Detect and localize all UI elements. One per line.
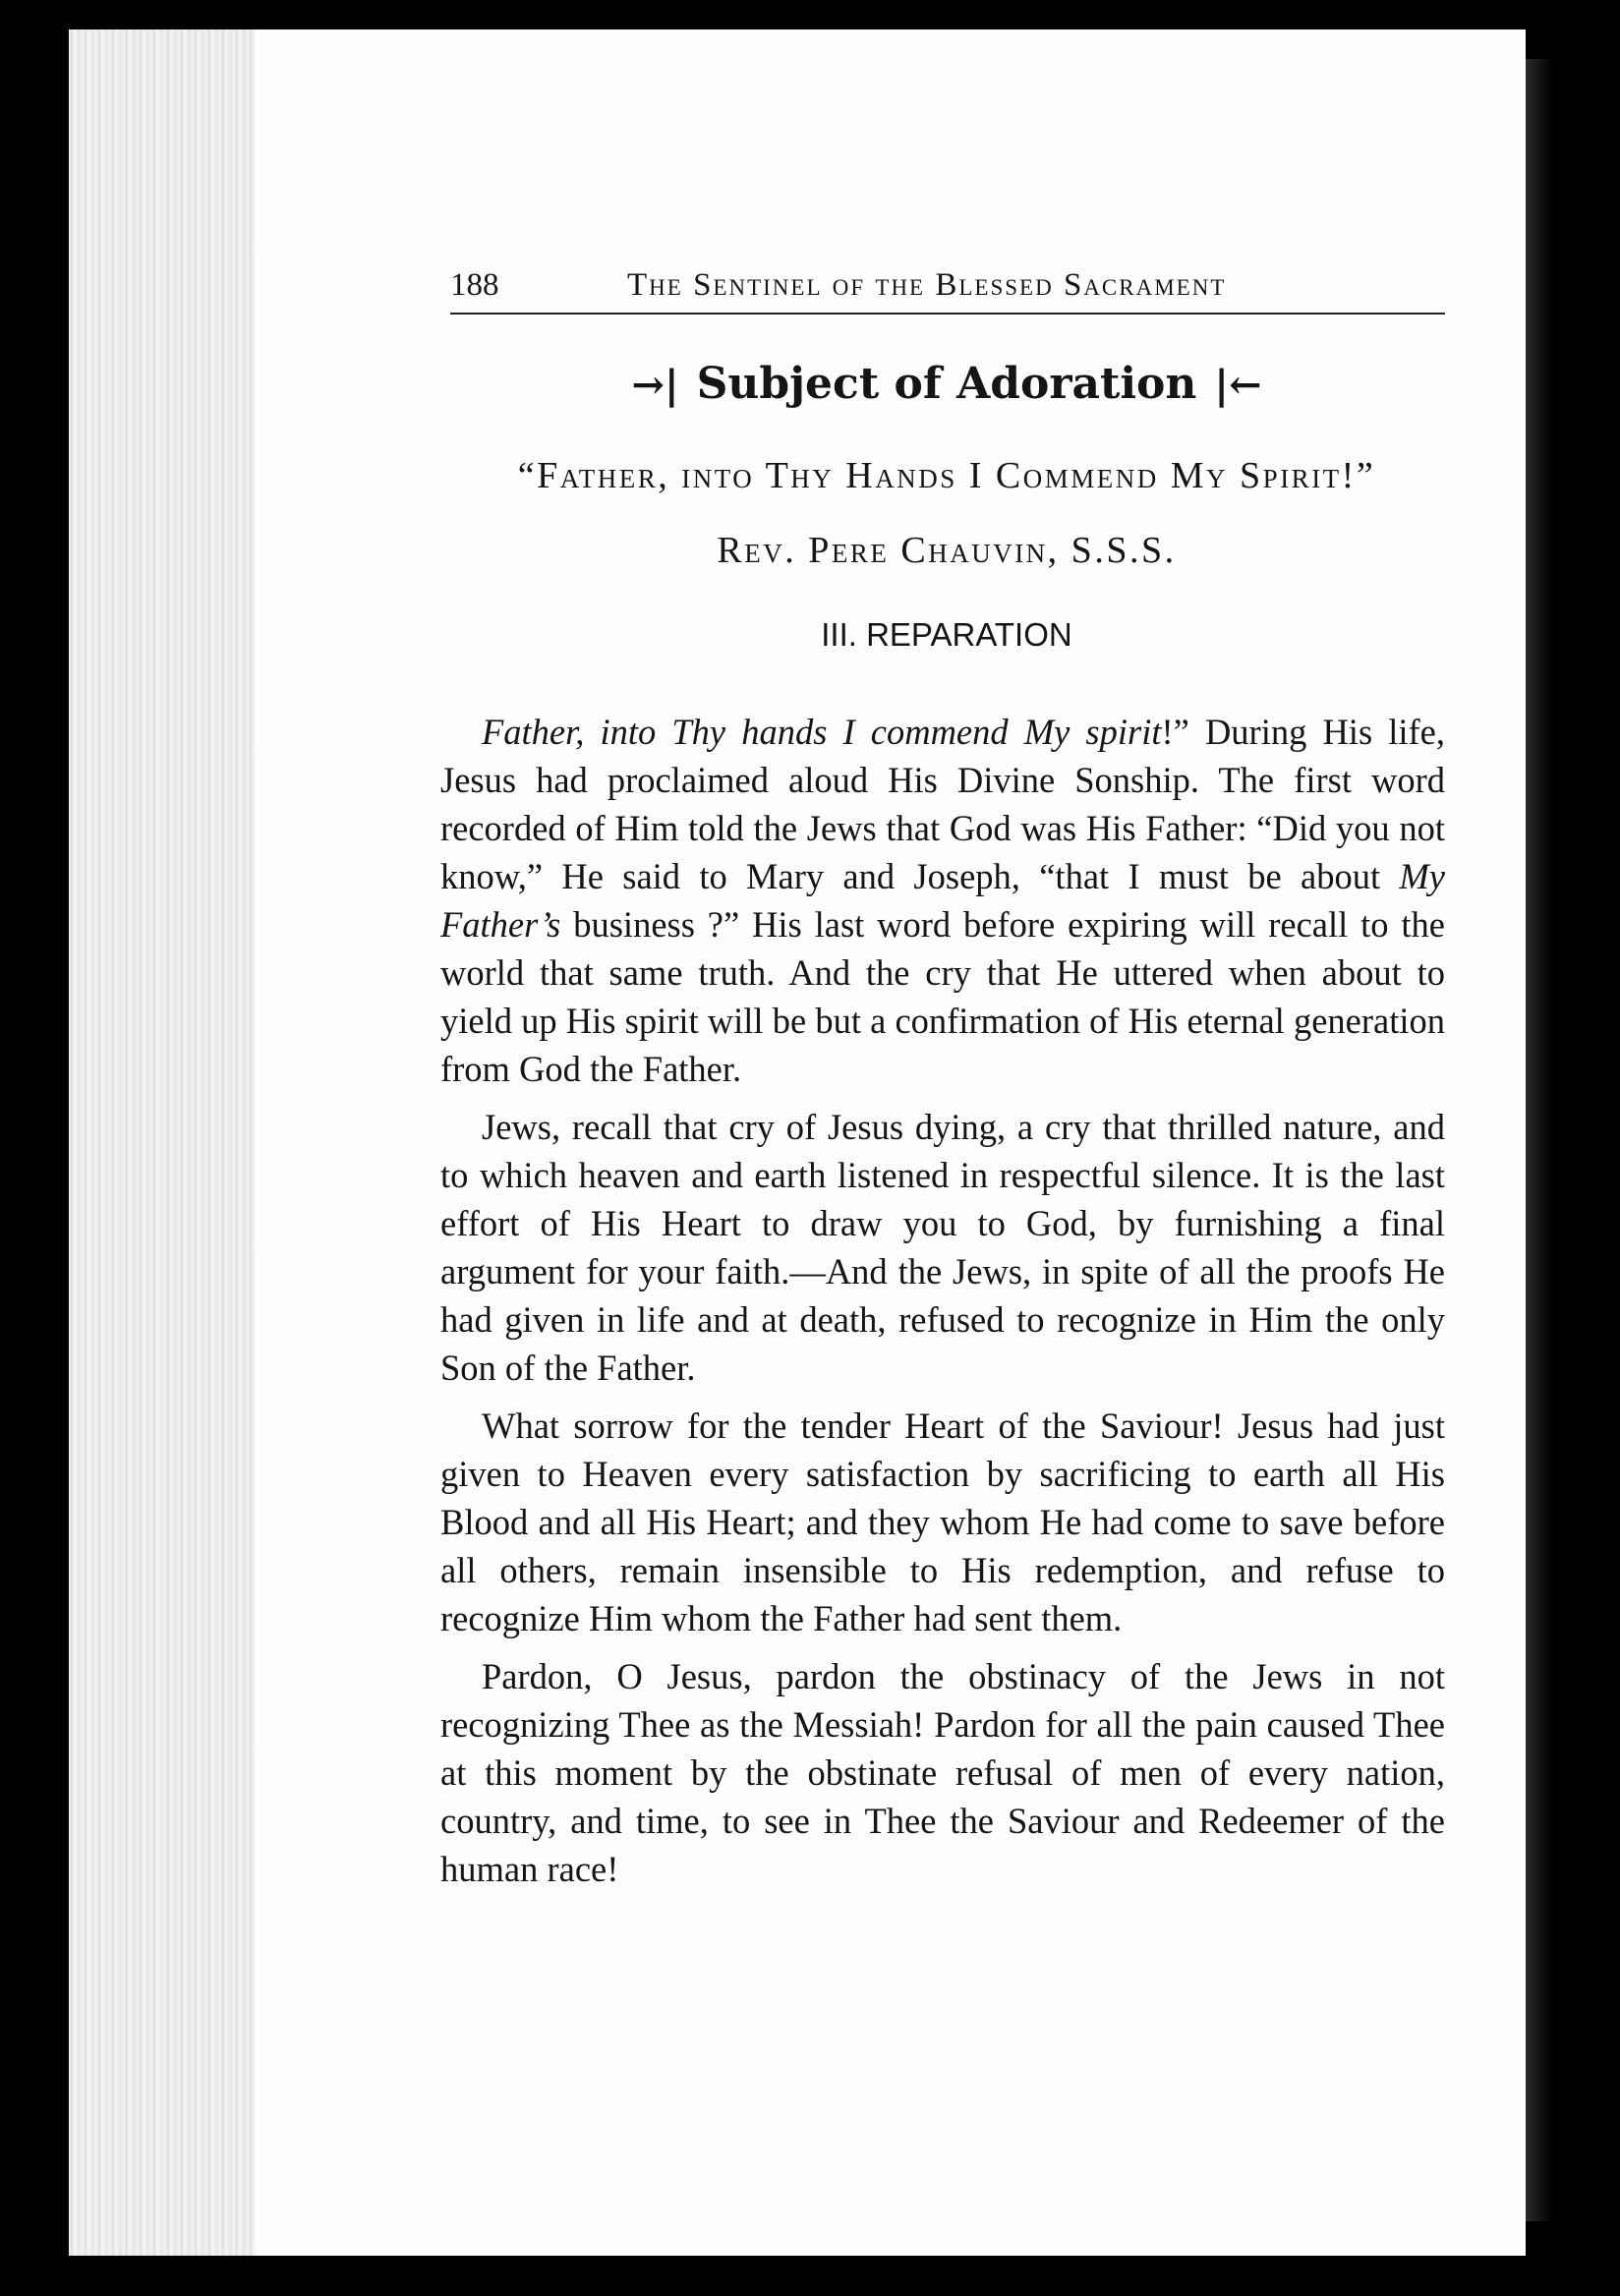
part-heading: III. REPARATION <box>821 616 1072 653</box>
paragraph-4: Pardon, O Jesus, pardon the obstinacy of the Jews in not recognizing Thee as the Messiah! Pardon for all the pain caused Thee at this moment by the obstinate refusal of men of every nation, country, and time, to see in Thee the Saviour and Redeemer of the human race! <box>440 1656 1445 1889</box>
page-number: 188 <box>450 267 499 303</box>
paragraph-1-rest: business ?” His last word before expiring will recall to the world that same truth. And the cry that He uttered when about to yield up His spirit will be but a confirmation of His eternal generation from God the Father. <box>440 904 1445 1089</box>
paragraph-3: What sorrow for the tender Heart of the Saviour! Jesus had just given to Heaven every satisfaction by sacrificing to earth all His Blood and all His Heart; and they whom He had come to save before all others, remain insensible to His redemption, and refuse to recognize Him whom the Father had sent them. <box>440 1406 1445 1638</box>
header-rule <box>450 313 1445 315</box>
ornament-left-icon: →| <box>631 362 679 408</box>
paragraph-1-text: !” During His life, Jesus had proclaimed aloud His Divine Sonship. The first word recorded of Him told the Jews that God was His Father: “Did you not know,” He said to Mary and Joseph, “that I must be about <box>440 712 1445 896</box>
italic-quote: Father, into Thy hands I commend My spirit <box>482 712 1162 752</box>
running-head <box>450 267 1443 315</box>
ornament-right-icon: |← <box>1214 362 1262 408</box>
book-binding-shadow <box>1526 59 1553 2221</box>
paragraph-2: Jews, recall that cry of Jesus dying, a cry that thrilled nature, and to which heaven and earth listened in respectful silence. It is the last effort of His Heart to draw you to God, by furnishing a final argument for your faith.—And the Jews, in spite of all the proofs He had given in life and at death, refused to recognize in Him the only Son of the Father. <box>440 1107 1445 1388</box>
paragraph-1 <box>440 708 1445 1093</box>
book-page-edges <box>69 29 285 2256</box>
section-heading <box>450 359 1443 409</box>
italic-phrase: My Father’s <box>440 856 1445 945</box>
article-body <box>440 708 1445 1903</box>
journal-title: The Sentinel of the Blessed Sacrament <box>627 267 1227 303</box>
author-byline: Rev. Pere Chauvin, S.S.S. <box>717 530 1177 571</box>
section-heading-text: Subject of Adoration <box>696 359 1197 409</box>
article-title: “Father, into Thy Hands I Commend My Spirit!” <box>517 455 1376 496</box>
